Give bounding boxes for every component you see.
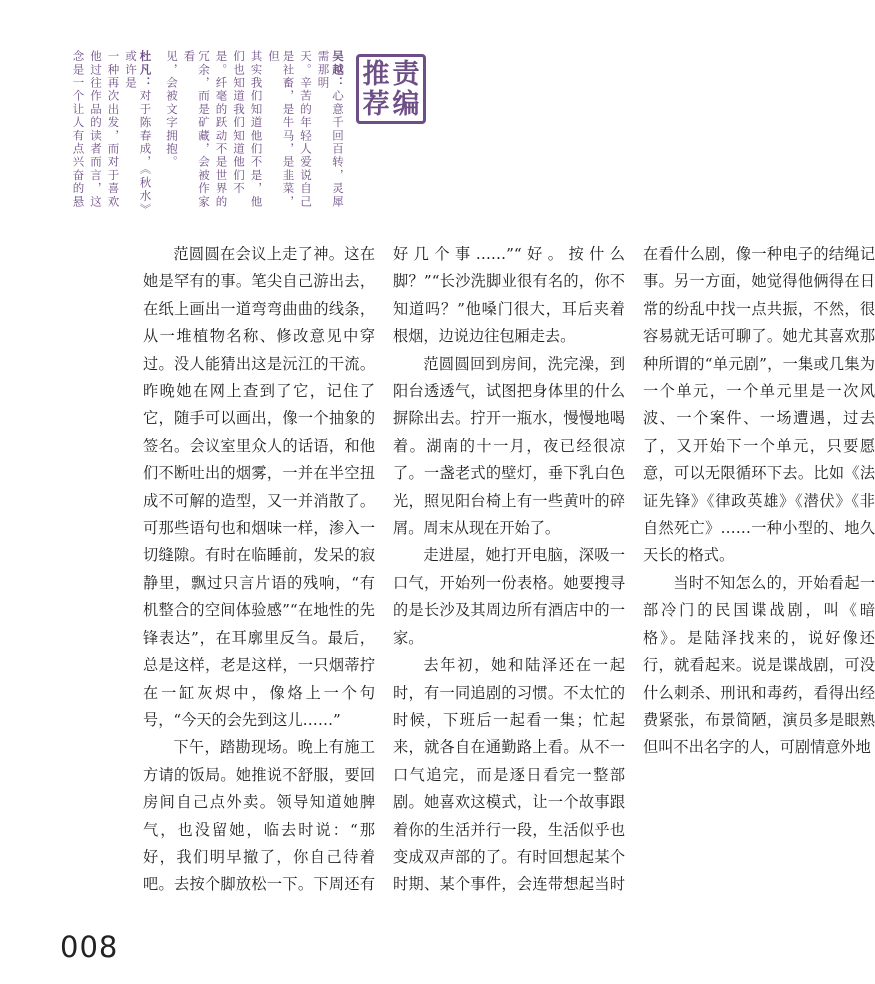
recommendation-separator bbox=[156, 50, 162, 215]
article-paragraph: 当时不知怎么的，开始看起一部冷门的民国谍战剧，叫《暗格》。是陆泽找来的，说好像还行，就看起来。说是谍战剧，可没什么刺杀、刑讯和毒药，看得出经费紧张，布景简陋，演员多是眼熟但叫不出名字的人，可剧情意外地 bbox=[643, 573, 875, 757]
recommendation-column: 们也知道我们知道他们不 bbox=[232, 50, 246, 196]
stamp-char: 编 bbox=[392, 88, 420, 120]
article-paragraph: 去年初，她和陆泽还在一起时，有一同追剧的习惯。不太忙的时候，下班后一起看一集；忙起来，就各自在通勤路上看。从不一口气追完，而是逐日看完一整部剧。她喜欢这模式，让一个故事跟着你的生活并行一段，生活似乎也变成双声部的了。有时回想起某个时期、某个事件，会连带想起当时在看什么剧，像一种电子的结绳记事。另一方面，她觉得他俩得在日常的纷乱中找一点共振，不然，很容易就无话可聊了。她尤其喜欢那种所谓的“单元剧”，一集或几集为一个单元，一个单元里是一次风波、一个案件、一场遭遇，过去了，又开始下一个单元，只要愿意，可以无限循环下去。比如《法证先锋》《律政英雄》《潜伏》《非自然死亡》……一种小型的、地久天长的格式。 bbox=[393, 245, 875, 894]
recommendation-author: 杜凡： bbox=[138, 50, 153, 90]
recommendation-column: 是。纤毫的跃动不是世界的 bbox=[214, 50, 229, 209]
recommendation-column: 他过往作品的读者而言，这 bbox=[89, 50, 103, 209]
recommendation-column: 是社畜，是牛马，是韭菜，但 bbox=[267, 50, 296, 209]
recommendation-text: 心意千回百转，灵犀需那明 bbox=[316, 50, 345, 209]
recommendation-column: 念是一个让人有点兴奋的悬 bbox=[71, 50, 86, 209]
article-paragraph: 范圆圆回到房间，洗完澡，到阳台透透气，试图把身体里的什么摒除出去。拧开一瓶水，慢慢地喝着。湖南的十一月，夜已经很凉了。一盏老式的壁灯，垂下乳白色光，照见阳台椅上有一些黄叶的碎屑。周末从现在开始了。 bbox=[393, 354, 625, 538]
recommendation-text: 对于陈春成，《秋水》或许是 bbox=[124, 50, 153, 211]
recommendation-column: 一种再次出发，而对于喜欢 bbox=[106, 50, 121, 209]
article-paragraph: 走进屋，她打开电脑，深吸一口气，开始列一份表格。她要搜寻的是长沙及其周边所有酒店中的一家。 bbox=[393, 546, 625, 647]
page-number: 008 bbox=[60, 930, 119, 964]
editor-recommendation-stamp bbox=[356, 54, 426, 124]
recommendation-column: 冗余，而是矿藏，会被作家看 bbox=[182, 50, 211, 209]
article-paragraph: 下午，踏勘现场。晚上有施工方请的饭局。她推说不舒服，要回房间自己点外卖。领导知道她脾气，也没留她，临去时说：“那好，我们明早撤了，你自己待着吧。去按个脚放松一下。下周还有好几个事……”“好。按什么脚？”“长沙洗脚业很有名的，你不知道吗？”他嗓门很大，耳后夹着根烟，边说边往包厢走去。 bbox=[143, 245, 625, 894]
stamp-char: 责 bbox=[392, 58, 420, 90]
article-paragraph: 范圆圆在会议上走了神。这在她是罕有的事。笔尖自己游出去，在纸上画出一道弯弯曲曲的线条，从一堆植物名称、修改意见中穿过。没人能猜出这是沅江的干流。昨晚她在网上查到了它，记住了它，随手可以画出，像一个抽象的签名。会议室里众人的话语，和他们不断吐出的烟雾，一并在半空扭成不可解的造型，又一并消散了。可那些语句也和烟味一样，渗入一切缝隙。有时在临睡前，发呆的寂静里，飘过只言片语的残响，“有机整合的空间体验感”“在地性的先锋表达”，在耳廓里反刍。最后，总是这样，老是这样，一只烟蒂拧在一缸灰烬中，像烙上一个句号，“今天的会先到这儿……” bbox=[143, 245, 375, 729]
recommendation-column: 天。辛苦的年轻人爱说自己 bbox=[299, 50, 313, 209]
recommendation-column bbox=[316, 50, 345, 215]
stamp-char: 推 bbox=[362, 58, 390, 90]
recommendation-column bbox=[124, 50, 153, 215]
recommendation-author: 吴越： bbox=[331, 50, 345, 90]
stamp-char: 荐 bbox=[362, 88, 390, 120]
editor-recommendations bbox=[71, 50, 345, 215]
article-body bbox=[143, 241, 875, 901]
recommendation-column: 见，会被文字拥抱。 bbox=[165, 50, 179, 169]
recommendation-column: 其实我们知道他们不是，他 bbox=[249, 50, 264, 209]
